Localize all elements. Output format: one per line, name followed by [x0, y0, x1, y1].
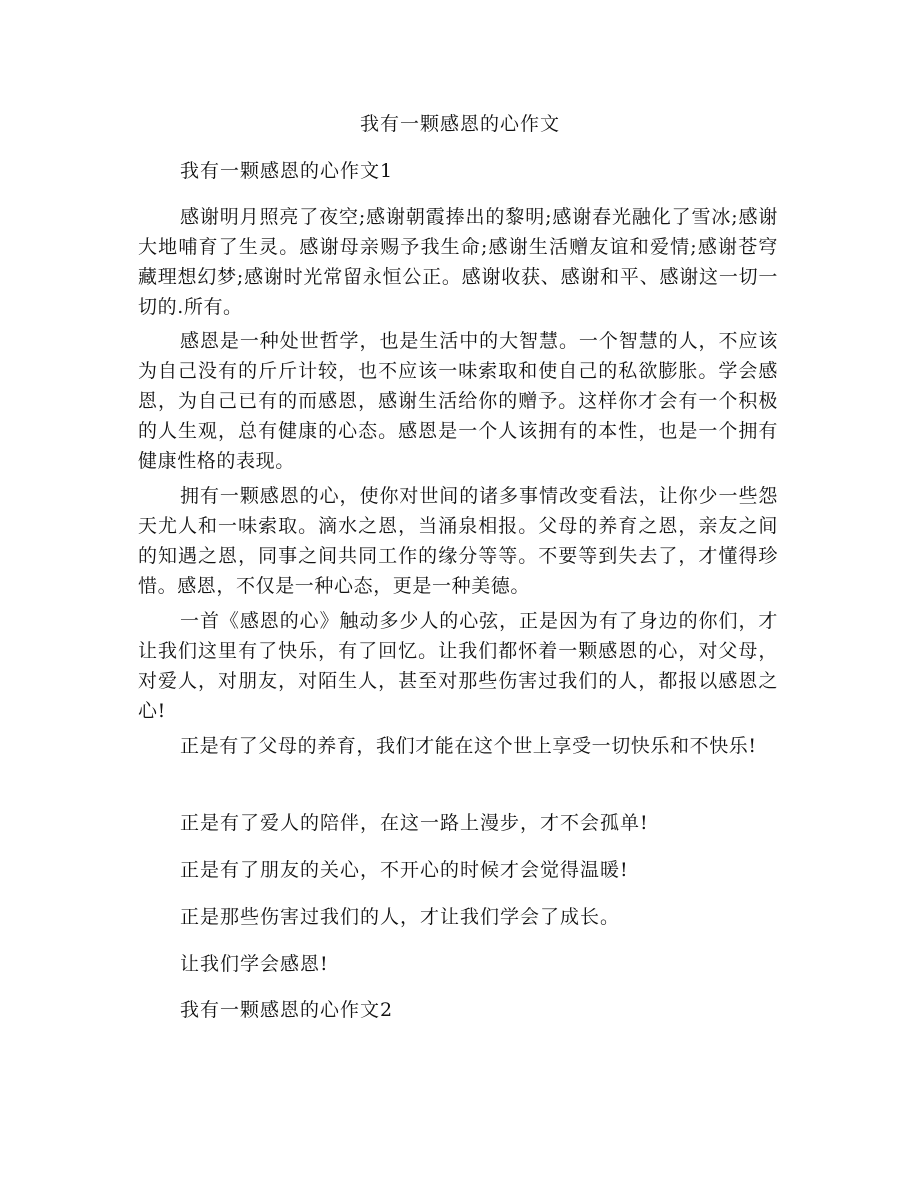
section-heading-2: 我有一颗感恩的心作文2 — [180, 999, 394, 1021]
paragraph-3: 拥有一颗感恩的心，使你对世间的诸多事情改变看法，让你少一些怨天尤人和一味索取。滴水之恩，当涌泉相报。父母的养育之恩，亲友之间的知遇之恩，同事之间共同工作的缘分等等。不要等到失去了，才懂得珍惜。感恩，不仅是一种心态，更是一种美德。 — [138, 485, 778, 597]
section-heading-1: 我有一颗感恩的心作文1 — [180, 160, 394, 182]
paragraph-1: 感谢明月照亮了夜空;感谢朝霞捧出的黎明;感谢春光融化了雪冰;感谢大地哺育了生灵。感谢母亲赐予我生命;感谢生活赠友谊和爱情;感谢苍穹藏理想幻梦;感谢时光常留永恒公正。感谢收获、感谢和平、感谢这一切一切的.所有。 — [138, 206, 778, 318]
line-partner: 正是有了爱人的陪伴，在这一路上漫步，才不会孤单! — [180, 812, 649, 834]
line-growth: 正是那些伤害过我们的人，才让我们学会了成长。 — [180, 906, 621, 928]
line-gratitude: 让我们学会感恩! — [180, 953, 329, 975]
paragraph-4: 一首《感恩的心》触动多少人的心弦，正是因为有了身边的你们，才让我们这里有了快乐，有了回忆。让我们都怀着一颗感恩的心，对父母，对爱人，对朋友，对陌生人，甚至对那些伤害过我们的人，都报以感恩之心! — [138, 610, 778, 722]
document-title: 我有一颗感恩的心作文 — [359, 113, 560, 135]
paragraph-2: 感恩是一种处世哲学，也是生活中的大智慧。一个智慧的人，不应该为自己没有的斤斤计较，也不应该一味索取和使自己的私欲膨胀。学会感恩，为自己已有的而感恩，感谢生活给你的赠予。这样你才会有一个积极的人生观，总有健康的心态。感恩是一个人该拥有的本性，也是一个拥有健康性格的表现。 — [138, 330, 778, 472]
paragraph-5: 正是有了父母的养育，我们才能在这个世上享受一切快乐和不快乐! — [180, 735, 757, 757]
line-friends: 正是有了朋友的关心，不开心的时候才会觉得温暖! — [180, 859, 629, 881]
